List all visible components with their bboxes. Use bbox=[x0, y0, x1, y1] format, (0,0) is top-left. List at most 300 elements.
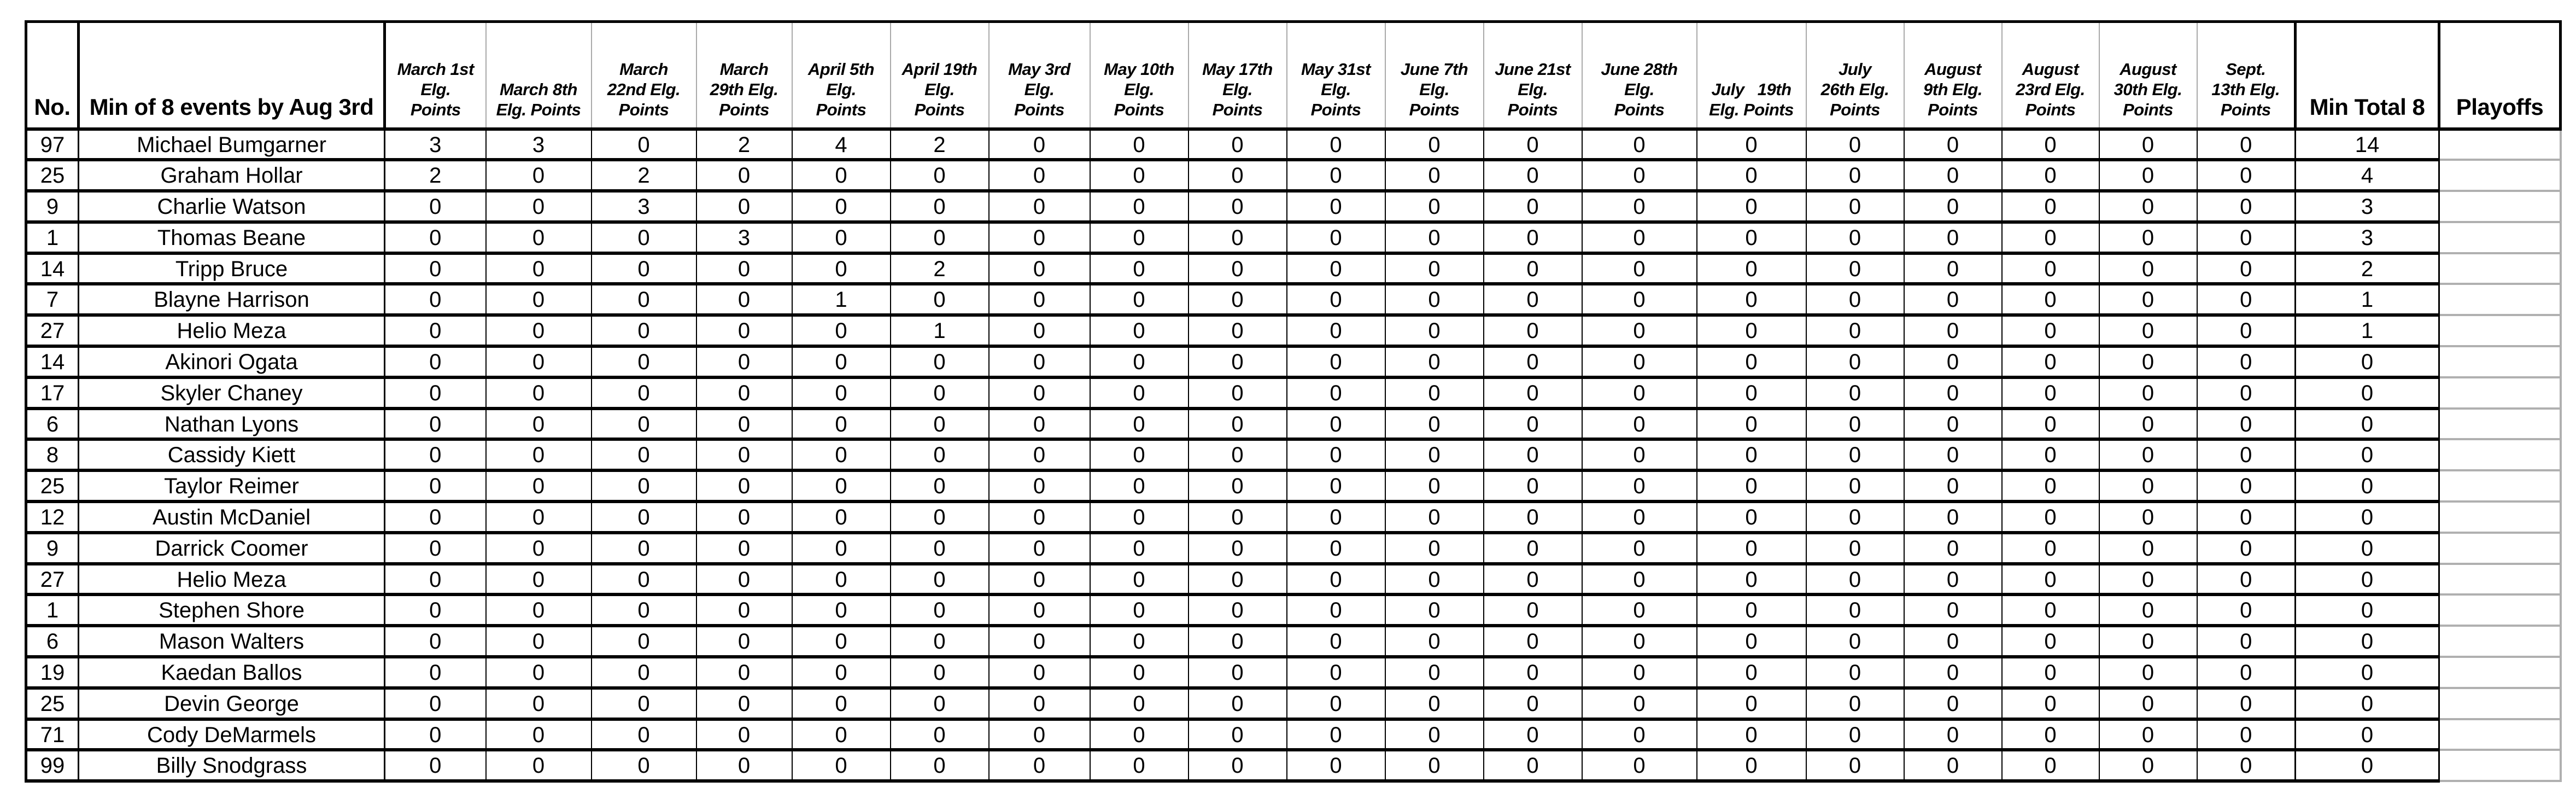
cell-event-points[interactable]: 0 bbox=[891, 719, 989, 750]
cell-event-points[interactable]: 0 bbox=[792, 688, 891, 719]
cell-event-points[interactable]: 0 bbox=[1582, 409, 1697, 440]
cell-event-points[interactable]: 0 bbox=[592, 315, 696, 346]
cell-player-name[interactable]: Blayne Harrison bbox=[79, 284, 385, 315]
cell-event-points[interactable]: 0 bbox=[1904, 315, 2002, 346]
cell-event-points[interactable]: 0 bbox=[696, 439, 792, 470]
cell-event-points[interactable]: 0 bbox=[2099, 626, 2197, 657]
cell-event-points[interactable]: 0 bbox=[1806, 409, 1904, 440]
cell-event-points[interactable]: 0 bbox=[2099, 284, 2197, 315]
cell-event-points[interactable]: 0 bbox=[989, 191, 1090, 222]
cell-event-points[interactable]: 0 bbox=[1484, 377, 1582, 409]
cell-event-points[interactable]: 0 bbox=[1697, 222, 1806, 253]
cell-event-points[interactable]: 0 bbox=[486, 315, 592, 346]
cell-event-points[interactable]: 0 bbox=[2197, 688, 2296, 719]
cell-event-points[interactable]: 0 bbox=[891, 533, 989, 564]
cell-event-points[interactable]: 0 bbox=[385, 284, 486, 315]
cell-event-points[interactable]: 0 bbox=[1697, 409, 1806, 440]
cell-number[interactable]: 7 bbox=[26, 284, 79, 315]
cell-playoffs[interactable] bbox=[2439, 470, 2561, 501]
cell-event-points[interactable]: 0 bbox=[486, 533, 592, 564]
cell-event-points[interactable]: 0 bbox=[2197, 501, 2296, 533]
cell-event-points[interactable]: 0 bbox=[792, 594, 891, 626]
cell-event-points[interactable]: 0 bbox=[1904, 501, 2002, 533]
cell-event-points[interactable]: 0 bbox=[1484, 688, 1582, 719]
cell-event-points[interactable]: 0 bbox=[385, 719, 486, 750]
cell-event-points[interactable]: 0 bbox=[1385, 501, 1484, 533]
cell-event-points[interactable]: 0 bbox=[2002, 470, 2099, 501]
cell-event-points[interactable]: 0 bbox=[592, 409, 696, 440]
cell-event-points[interactable]: 0 bbox=[891, 626, 989, 657]
cell-event-points[interactable]: 0 bbox=[1806, 626, 1904, 657]
cell-event-points[interactable]: 0 bbox=[2002, 533, 2099, 564]
cell-event-points[interactable]: 0 bbox=[1385, 533, 1484, 564]
cell-event-points[interactable]: 0 bbox=[696, 657, 792, 688]
cell-event-points[interactable]: 0 bbox=[385, 533, 486, 564]
cell-min-total[interactable]: 4 bbox=[2296, 160, 2439, 191]
cell-event-points[interactable]: 0 bbox=[592, 284, 696, 315]
cell-number[interactable]: 27 bbox=[26, 564, 79, 595]
cell-event-points[interactable]: 0 bbox=[1697, 191, 1806, 222]
cell-event-points[interactable]: 0 bbox=[2002, 160, 2099, 191]
cell-min-total[interactable]: 0 bbox=[2296, 409, 2439, 440]
cell-event-points[interactable]: 0 bbox=[989, 470, 1090, 501]
cell-event-points[interactable]: 0 bbox=[2002, 564, 2099, 595]
cell-event-points[interactable]: 0 bbox=[385, 191, 486, 222]
cell-event-points[interactable]: 0 bbox=[696, 719, 792, 750]
cell-event-points[interactable]: 0 bbox=[1697, 470, 1806, 501]
cell-event-points[interactable]: 0 bbox=[2002, 750, 2099, 781]
cell-playoffs[interactable] bbox=[2439, 284, 2561, 315]
cell-event-points[interactable]: 0 bbox=[696, 160, 792, 191]
cell-event-points[interactable]: 0 bbox=[385, 377, 486, 409]
cell-event-points[interactable]: 0 bbox=[1904, 594, 2002, 626]
header-event-19[interactable] bbox=[2197, 22, 2296, 129]
cell-event-points[interactable]: 0 bbox=[1484, 222, 1582, 253]
cell-event-points[interactable]: 0 bbox=[1582, 129, 1697, 160]
cell-event-points[interactable]: 0 bbox=[1904, 222, 2002, 253]
cell-event-points[interactable]: 0 bbox=[2002, 501, 2099, 533]
cell-event-points[interactable]: 0 bbox=[1806, 564, 1904, 595]
cell-number[interactable]: 8 bbox=[26, 439, 79, 470]
cell-event-points[interactable]: 0 bbox=[2002, 439, 2099, 470]
cell-event-points[interactable]: 0 bbox=[1287, 564, 1385, 595]
cell-event-points[interactable]: 0 bbox=[1090, 564, 1189, 595]
cell-event-points[interactable]: 0 bbox=[1189, 564, 1287, 595]
cell-event-points[interactable]: 0 bbox=[385, 346, 486, 377]
cell-event-points[interactable]: 0 bbox=[1484, 750, 1582, 781]
header-event-4[interactable] bbox=[696, 22, 792, 129]
cell-event-points[interactable]: 0 bbox=[1697, 346, 1806, 377]
cell-playoffs[interactable] bbox=[2439, 346, 2561, 377]
cell-event-points[interactable]: 0 bbox=[2099, 470, 2197, 501]
cell-event-points[interactable]: 0 bbox=[1385, 594, 1484, 626]
cell-event-points[interactable]: 0 bbox=[1904, 657, 2002, 688]
cell-event-points[interactable]: 0 bbox=[891, 377, 989, 409]
cell-event-points[interactable]: 0 bbox=[696, 191, 792, 222]
cell-event-points[interactable]: 0 bbox=[891, 439, 989, 470]
cell-event-points[interactable]: 0 bbox=[1697, 439, 1806, 470]
cell-playoffs[interactable] bbox=[2439, 750, 2561, 781]
cell-event-points[interactable]: 0 bbox=[989, 377, 1090, 409]
cell-min-total[interactable]: 0 bbox=[2296, 533, 2439, 564]
cell-event-points[interactable]: 0 bbox=[2099, 315, 2197, 346]
cell-event-points[interactable]: 0 bbox=[1697, 750, 1806, 781]
cell-event-points[interactable]: 0 bbox=[592, 594, 696, 626]
cell-event-points[interactable]: 0 bbox=[1904, 564, 2002, 595]
cell-event-points[interactable]: 0 bbox=[2002, 129, 2099, 160]
cell-event-points[interactable]: 0 bbox=[1090, 409, 1189, 440]
cell-event-points[interactable]: 0 bbox=[1287, 253, 1385, 284]
cell-event-points[interactable]: 0 bbox=[1287, 719, 1385, 750]
cell-event-points[interactable]: 0 bbox=[1484, 346, 1582, 377]
cell-min-total[interactable]: 0 bbox=[2296, 626, 2439, 657]
cell-event-points[interactable]: 0 bbox=[696, 409, 792, 440]
cell-event-points[interactable]: 0 bbox=[486, 191, 592, 222]
cell-min-total[interactable]: 0 bbox=[2296, 657, 2439, 688]
cell-event-points[interactable]: 0 bbox=[792, 377, 891, 409]
cell-event-points[interactable]: 0 bbox=[385, 253, 486, 284]
cell-event-points[interactable]: 0 bbox=[1904, 439, 2002, 470]
cell-event-points[interactable]: 0 bbox=[1484, 719, 1582, 750]
cell-min-total[interactable]: 0 bbox=[2296, 719, 2439, 750]
cell-event-points[interactable]: 0 bbox=[385, 409, 486, 440]
cell-event-points[interactable]: 0 bbox=[1484, 657, 1582, 688]
cell-event-points[interactable]: 0 bbox=[1806, 377, 1904, 409]
cell-event-points[interactable]: 0 bbox=[486, 750, 592, 781]
cell-number[interactable]: 27 bbox=[26, 315, 79, 346]
cell-event-points[interactable]: 0 bbox=[1287, 439, 1385, 470]
header-event-12[interactable] bbox=[1484, 22, 1582, 129]
header-playoffs[interactable]: Playoffs bbox=[2439, 22, 2561, 129]
cell-event-points[interactable]: 0 bbox=[1090, 750, 1189, 781]
cell-event-points[interactable]: 0 bbox=[1090, 719, 1189, 750]
cell-number[interactable]: 25 bbox=[26, 470, 79, 501]
cell-event-points[interactable]: 0 bbox=[1806, 719, 1904, 750]
cell-event-points[interactable]: 0 bbox=[2197, 626, 2296, 657]
cell-event-points[interactable]: 0 bbox=[2197, 719, 2296, 750]
cell-event-points[interactable]: 0 bbox=[1189, 377, 1287, 409]
cell-event-points[interactable]: 0 bbox=[486, 501, 592, 533]
cell-event-points[interactable]: 0 bbox=[989, 533, 1090, 564]
cell-event-points[interactable]: 0 bbox=[1189, 346, 1287, 377]
cell-event-points[interactable]: 0 bbox=[1189, 439, 1287, 470]
cell-event-points[interactable]: 0 bbox=[1582, 439, 1697, 470]
cell-event-points[interactable]: 0 bbox=[2002, 409, 2099, 440]
cell-event-points[interactable]: 0 bbox=[2002, 688, 2099, 719]
cell-event-points[interactable]: 0 bbox=[1287, 129, 1385, 160]
cell-player-name[interactable]: Akinori Ogata bbox=[79, 346, 385, 377]
cell-event-points[interactable]: 0 bbox=[989, 129, 1090, 160]
cell-event-points[interactable]: 0 bbox=[1904, 750, 2002, 781]
cell-player-name[interactable]: Skyler Chaney bbox=[79, 377, 385, 409]
cell-number[interactable]: 19 bbox=[26, 657, 79, 688]
cell-event-points[interactable]: 0 bbox=[1697, 594, 1806, 626]
cell-player-name[interactable]: Cassidy Kiett bbox=[79, 439, 385, 470]
cell-event-points[interactable]: 0 bbox=[2099, 377, 2197, 409]
cell-event-points[interactable]: 0 bbox=[1484, 409, 1582, 440]
cell-event-points[interactable]: 0 bbox=[2002, 346, 2099, 377]
cell-event-points[interactable]: 0 bbox=[2099, 719, 2197, 750]
cell-event-points[interactable]: 0 bbox=[696, 470, 792, 501]
cell-event-points[interactable]: 0 bbox=[1582, 626, 1697, 657]
cell-playoffs[interactable] bbox=[2439, 501, 2561, 533]
cell-event-points[interactable]: 0 bbox=[2099, 439, 2197, 470]
cell-event-points[interactable]: 0 bbox=[1697, 688, 1806, 719]
cell-event-points[interactable]: 0 bbox=[486, 594, 592, 626]
cell-event-points[interactable]: 0 bbox=[1484, 626, 1582, 657]
cell-event-points[interactable]: 0 bbox=[486, 626, 592, 657]
cell-event-points[interactable]: 0 bbox=[1287, 470, 1385, 501]
cell-event-points[interactable]: 0 bbox=[1904, 688, 2002, 719]
header-event-18[interactable] bbox=[2099, 22, 2197, 129]
cell-event-points[interactable]: 0 bbox=[1904, 409, 2002, 440]
header-event-15[interactable] bbox=[1806, 22, 1904, 129]
cell-event-points[interactable]: 0 bbox=[1806, 129, 1904, 160]
cell-event-points[interactable]: 0 bbox=[1385, 626, 1484, 657]
cell-event-points[interactable]: 0 bbox=[1904, 346, 2002, 377]
cell-playoffs[interactable] bbox=[2439, 719, 2561, 750]
cell-event-points[interactable]: 0 bbox=[989, 719, 1090, 750]
cell-event-points[interactable]: 0 bbox=[1090, 501, 1189, 533]
cell-event-points[interactable]: 0 bbox=[1189, 160, 1287, 191]
cell-event-points[interactable]: 0 bbox=[1287, 750, 1385, 781]
cell-event-points[interactable]: 0 bbox=[1385, 564, 1484, 595]
cell-event-points[interactable]: 0 bbox=[1385, 409, 1484, 440]
cell-event-points[interactable]: 0 bbox=[1582, 346, 1697, 377]
cell-event-points[interactable]: 0 bbox=[792, 533, 891, 564]
cell-min-total[interactable]: 0 bbox=[2296, 470, 2439, 501]
cell-event-points[interactable]: 0 bbox=[2099, 564, 2197, 595]
cell-event-points[interactable]: 3 bbox=[592, 191, 696, 222]
cell-event-points[interactable]: 0 bbox=[2002, 315, 2099, 346]
cell-event-points[interactable]: 0 bbox=[2099, 346, 2197, 377]
cell-player-name[interactable]: Taylor Reimer bbox=[79, 470, 385, 501]
cell-playoffs[interactable] bbox=[2439, 594, 2561, 626]
cell-player-name[interactable]: Darrick Coomer bbox=[79, 533, 385, 564]
cell-event-points[interactable]: 0 bbox=[792, 409, 891, 440]
cell-event-points[interactable]: 0 bbox=[989, 688, 1090, 719]
cell-event-points[interactable]: 0 bbox=[1385, 284, 1484, 315]
header-event-8[interactable] bbox=[1090, 22, 1189, 129]
cell-player-name[interactable]: Thomas Beane bbox=[79, 222, 385, 253]
cell-event-points[interactable]: 3 bbox=[385, 129, 486, 160]
cell-event-points[interactable]: 0 bbox=[696, 346, 792, 377]
cell-player-name[interactable]: Charlie Watson bbox=[79, 191, 385, 222]
cell-event-points[interactable]: 0 bbox=[1904, 470, 2002, 501]
cell-event-points[interactable]: 0 bbox=[1189, 222, 1287, 253]
cell-event-points[interactable]: 0 bbox=[696, 501, 792, 533]
cell-event-points[interactable]: 0 bbox=[2197, 253, 2296, 284]
cell-event-points[interactable]: 0 bbox=[792, 564, 891, 595]
cell-event-points[interactable]: 0 bbox=[1697, 657, 1806, 688]
cell-event-points[interactable]: 0 bbox=[1189, 470, 1287, 501]
header-event-14[interactable] bbox=[1697, 22, 1806, 129]
cell-event-points[interactable]: 0 bbox=[2002, 222, 2099, 253]
cell-event-points[interactable]: 0 bbox=[792, 470, 891, 501]
cell-event-points[interactable]: 0 bbox=[2197, 750, 2296, 781]
cell-event-points[interactable]: 0 bbox=[891, 284, 989, 315]
cell-event-points[interactable]: 0 bbox=[2099, 750, 2197, 781]
cell-min-total[interactable]: 14 bbox=[2296, 129, 2439, 160]
cell-event-points[interactable]: 0 bbox=[696, 533, 792, 564]
cell-event-points[interactable]: 0 bbox=[1090, 315, 1189, 346]
cell-event-points[interactable]: 0 bbox=[1904, 284, 2002, 315]
cell-event-points[interactable]: 0 bbox=[1582, 470, 1697, 501]
cell-event-points[interactable]: 0 bbox=[1189, 688, 1287, 719]
cell-playoffs[interactable] bbox=[2439, 533, 2561, 564]
cell-player-name[interactable]: Stephen Shore bbox=[79, 594, 385, 626]
cell-event-points[interactable]: 0 bbox=[989, 222, 1090, 253]
cell-event-points[interactable]: 0 bbox=[2197, 160, 2296, 191]
cell-event-points[interactable]: 0 bbox=[1385, 346, 1484, 377]
cell-event-points[interactable]: 0 bbox=[2197, 594, 2296, 626]
cell-event-points[interactable]: 0 bbox=[1697, 129, 1806, 160]
cell-number[interactable]: 17 bbox=[26, 377, 79, 409]
cell-event-points[interactable]: 0 bbox=[989, 315, 1090, 346]
cell-event-points[interactable]: 0 bbox=[1484, 470, 1582, 501]
cell-event-points[interactable]: 0 bbox=[1385, 657, 1484, 688]
cell-event-points[interactable]: 0 bbox=[592, 439, 696, 470]
cell-event-points[interactable]: 0 bbox=[486, 253, 592, 284]
cell-event-points[interactable]: 0 bbox=[1484, 191, 1582, 222]
cell-min-total[interactable]: 1 bbox=[2296, 315, 2439, 346]
cell-event-points[interactable]: 0 bbox=[1582, 315, 1697, 346]
cell-event-points[interactable]: 0 bbox=[385, 439, 486, 470]
cell-playoffs[interactable] bbox=[2439, 160, 2561, 191]
cell-event-points[interactable]: 0 bbox=[792, 626, 891, 657]
cell-event-points[interactable]: 0 bbox=[792, 719, 891, 750]
cell-event-points[interactable]: 0 bbox=[385, 688, 486, 719]
cell-playoffs[interactable] bbox=[2439, 315, 2561, 346]
cell-event-points[interactable]: 0 bbox=[989, 253, 1090, 284]
cell-event-points[interactable]: 0 bbox=[592, 222, 696, 253]
cell-event-points[interactable]: 0 bbox=[989, 626, 1090, 657]
cell-event-points[interactable]: 0 bbox=[2197, 377, 2296, 409]
cell-event-points[interactable]: 0 bbox=[792, 160, 891, 191]
header-event-13[interactable] bbox=[1582, 22, 1697, 129]
cell-event-points[interactable]: 0 bbox=[891, 160, 989, 191]
cell-playoffs[interactable] bbox=[2439, 439, 2561, 470]
cell-event-points[interactable]: 1 bbox=[792, 284, 891, 315]
cell-event-points[interactable]: 0 bbox=[2002, 191, 2099, 222]
cell-event-points[interactable]: 0 bbox=[592, 626, 696, 657]
cell-playoffs[interactable] bbox=[2439, 409, 2561, 440]
cell-event-points[interactable]: 0 bbox=[1806, 439, 1904, 470]
cell-event-points[interactable]: 0 bbox=[1806, 191, 1904, 222]
cell-event-points[interactable]: 0 bbox=[2197, 657, 2296, 688]
cell-event-points[interactable]: 0 bbox=[989, 594, 1090, 626]
cell-event-points[interactable]: 0 bbox=[2099, 409, 2197, 440]
cell-playoffs[interactable] bbox=[2439, 253, 2561, 284]
cell-event-points[interactable]: 0 bbox=[1385, 191, 1484, 222]
cell-event-points[interactable]: 0 bbox=[1385, 160, 1484, 191]
cell-event-points[interactable]: 0 bbox=[1582, 377, 1697, 409]
cell-event-points[interactable]: 0 bbox=[1385, 688, 1484, 719]
cell-player-name[interactable]: Cody DeMarmels bbox=[79, 719, 385, 750]
cell-event-points[interactable]: 0 bbox=[989, 160, 1090, 191]
cell-event-points[interactable]: 0 bbox=[1806, 594, 1904, 626]
cell-event-points[interactable]: 0 bbox=[989, 501, 1090, 533]
cell-event-points[interactable]: 0 bbox=[989, 657, 1090, 688]
cell-event-points[interactable]: 0 bbox=[1697, 501, 1806, 533]
cell-event-points[interactable]: 0 bbox=[592, 564, 696, 595]
cell-playoffs[interactable] bbox=[2439, 564, 2561, 595]
cell-event-points[interactable]: 0 bbox=[486, 719, 592, 750]
cell-event-points[interactable]: 0 bbox=[792, 501, 891, 533]
cell-event-points[interactable]: 0 bbox=[592, 750, 696, 781]
cell-event-points[interactable]: 0 bbox=[1090, 253, 1189, 284]
cell-event-points[interactable]: 1 bbox=[891, 315, 989, 346]
cell-event-points[interactable]: 0 bbox=[1189, 719, 1287, 750]
cell-event-points[interactable]: 0 bbox=[1090, 377, 1189, 409]
cell-event-points[interactable]: 0 bbox=[1287, 377, 1385, 409]
cell-event-points[interactable]: 0 bbox=[1090, 284, 1189, 315]
cell-event-points[interactable]: 0 bbox=[1582, 594, 1697, 626]
cell-event-points[interactable]: 0 bbox=[1904, 626, 2002, 657]
cell-number[interactable]: 9 bbox=[26, 191, 79, 222]
cell-event-points[interactable]: 0 bbox=[989, 439, 1090, 470]
cell-event-points[interactable]: 0 bbox=[1484, 533, 1582, 564]
cell-min-total[interactable]: 0 bbox=[2296, 564, 2439, 595]
cell-event-points[interactable]: 0 bbox=[792, 657, 891, 688]
cell-event-points[interactable]: 2 bbox=[385, 160, 486, 191]
cell-number[interactable]: 25 bbox=[26, 688, 79, 719]
cell-min-total[interactable]: 0 bbox=[2296, 688, 2439, 719]
cell-event-points[interactable]: 0 bbox=[1904, 191, 2002, 222]
cell-event-points[interactable]: 0 bbox=[1189, 501, 1287, 533]
cell-event-points[interactable]: 0 bbox=[592, 253, 696, 284]
cell-event-points[interactable]: 0 bbox=[696, 284, 792, 315]
cell-event-points[interactable]: 0 bbox=[1806, 160, 1904, 191]
cell-number[interactable]: 1 bbox=[26, 594, 79, 626]
cell-event-points[interactable]: 0 bbox=[1582, 253, 1697, 284]
cell-event-points[interactable]: 0 bbox=[1806, 253, 1904, 284]
cell-min-total[interactable]: 3 bbox=[2296, 191, 2439, 222]
cell-event-points[interactable]: 0 bbox=[2002, 719, 2099, 750]
cell-playoffs[interactable] bbox=[2439, 129, 2561, 160]
cell-event-points[interactable]: 0 bbox=[1484, 253, 1582, 284]
cell-event-points[interactable]: 0 bbox=[1582, 284, 1697, 315]
cell-event-points[interactable]: 0 bbox=[1090, 439, 1189, 470]
cell-event-points[interactable]: 0 bbox=[592, 657, 696, 688]
cell-event-points[interactable]: 0 bbox=[2002, 626, 2099, 657]
cell-event-points[interactable]: 0 bbox=[2002, 253, 2099, 284]
cell-number[interactable]: 6 bbox=[26, 409, 79, 440]
cell-event-points[interactable]: 0 bbox=[1090, 470, 1189, 501]
cell-event-points[interactable]: 0 bbox=[1582, 191, 1697, 222]
cell-event-points[interactable]: 0 bbox=[1287, 346, 1385, 377]
cell-player-name[interactable]: Helio Meza bbox=[79, 564, 385, 595]
cell-event-points[interactable]: 0 bbox=[1582, 222, 1697, 253]
cell-event-points[interactable]: 0 bbox=[792, 439, 891, 470]
cell-min-total[interactable]: 0 bbox=[2296, 750, 2439, 781]
cell-event-points[interactable]: 0 bbox=[1806, 501, 1904, 533]
cell-event-points[interactable]: 0 bbox=[385, 315, 486, 346]
cell-min-total[interactable]: 0 bbox=[2296, 377, 2439, 409]
cell-event-points[interactable]: 0 bbox=[1484, 129, 1582, 160]
cell-event-points[interactable]: 0 bbox=[1287, 501, 1385, 533]
cell-event-points[interactable]: 0 bbox=[696, 564, 792, 595]
cell-event-points[interactable]: 0 bbox=[1287, 688, 1385, 719]
cell-event-points[interactable]: 0 bbox=[1385, 470, 1484, 501]
cell-event-points[interactable]: 0 bbox=[1697, 719, 1806, 750]
cell-event-points[interactable]: 0 bbox=[1385, 129, 1484, 160]
header-event-5[interactable] bbox=[792, 22, 891, 129]
cell-event-points[interactable]: 0 bbox=[2197, 470, 2296, 501]
cell-event-points[interactable]: 0 bbox=[696, 377, 792, 409]
cell-event-points[interactable]: 0 bbox=[1806, 315, 1904, 346]
cell-event-points[interactable]: 0 bbox=[1385, 439, 1484, 470]
